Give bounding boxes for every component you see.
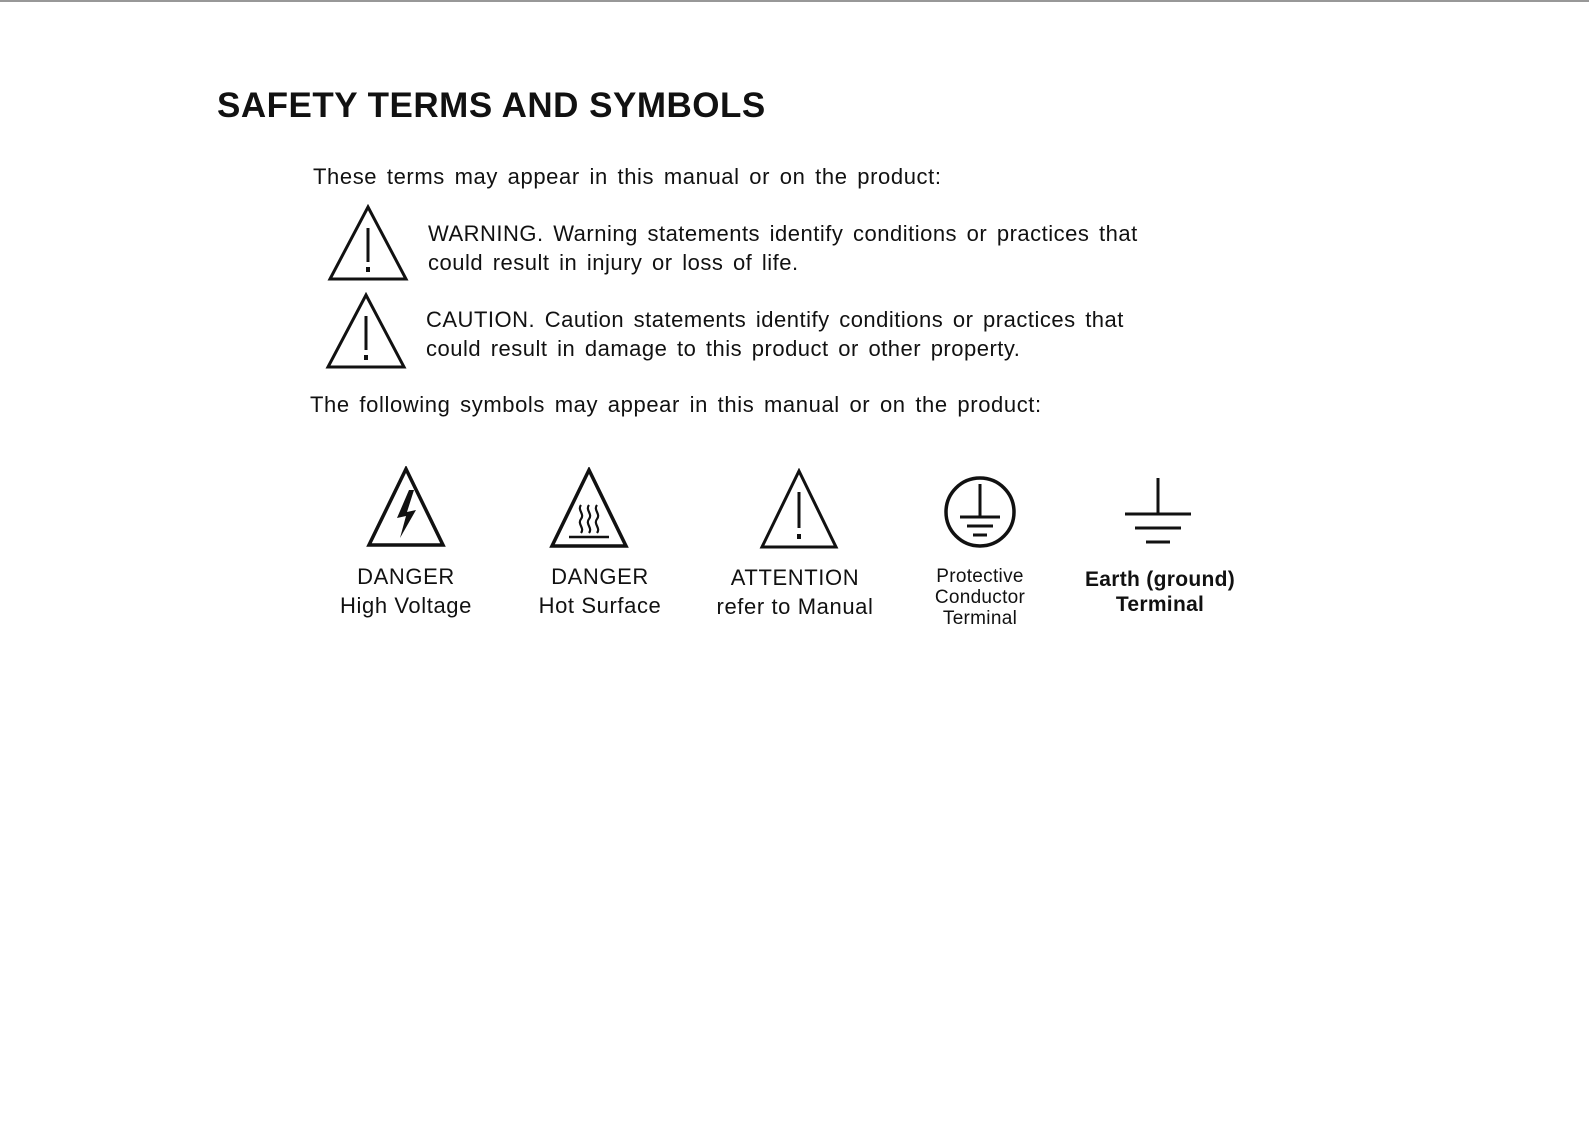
warning-triangle-icon [327,204,409,282]
hot-surface-line-2: Hot Surface [538,593,662,618]
earth-ground-label [1065,567,1255,617]
high-voltage-line-2: High Voltage [340,593,472,618]
protective-conductor-label [900,566,1060,629]
hot-surface-line-1: DANGER [551,564,649,589]
caution-line-2: could result in damage to this product or other property. [426,336,1021,361]
attention-icon [759,468,839,550]
terms-intro: These terms may appear in this manual or on the product: [313,164,942,189]
high-voltage-icon [366,466,446,548]
hot-surface-label [510,562,690,620]
caution-statement [426,305,1206,363]
attention-label [695,563,895,621]
caution-triangle-icon [325,292,407,370]
protective-conductor-icon [942,474,1018,550]
protective-conductor-line-3: Terminal [942,608,1018,629]
top-rule [0,0,1589,2]
warning-line-1: WARNING. Warning statements identify conditions or practices that [428,221,1138,246]
earth-ground-line-1: Earth (ground) [1084,568,1235,591]
protective-conductor-line-2: Conductor [934,587,1026,608]
symbols-intro: The following symbols may appear in this manual or on the product: [310,392,1042,417]
earth-ground-icon [1123,476,1193,548]
high-voltage-label [316,562,496,620]
warning-line-2: could result in injury or loss of life. [428,250,799,275]
high-voltage-line-1: DANGER [357,564,455,589]
page-title: SAFETY TERMS AND SYMBOLS [217,86,766,125]
hot-surface-icon [549,467,629,549]
attention-line-2: refer to Manual [716,594,874,619]
attention-line-1: ATTENTION [730,565,860,590]
caution-line-1: CAUTION. Caution statements identify conditions or practices that [426,307,1124,332]
earth-ground-line-2: Terminal [1115,593,1205,616]
protective-conductor-line-1: Protective [936,566,1024,587]
warning-statement [428,219,1208,277]
